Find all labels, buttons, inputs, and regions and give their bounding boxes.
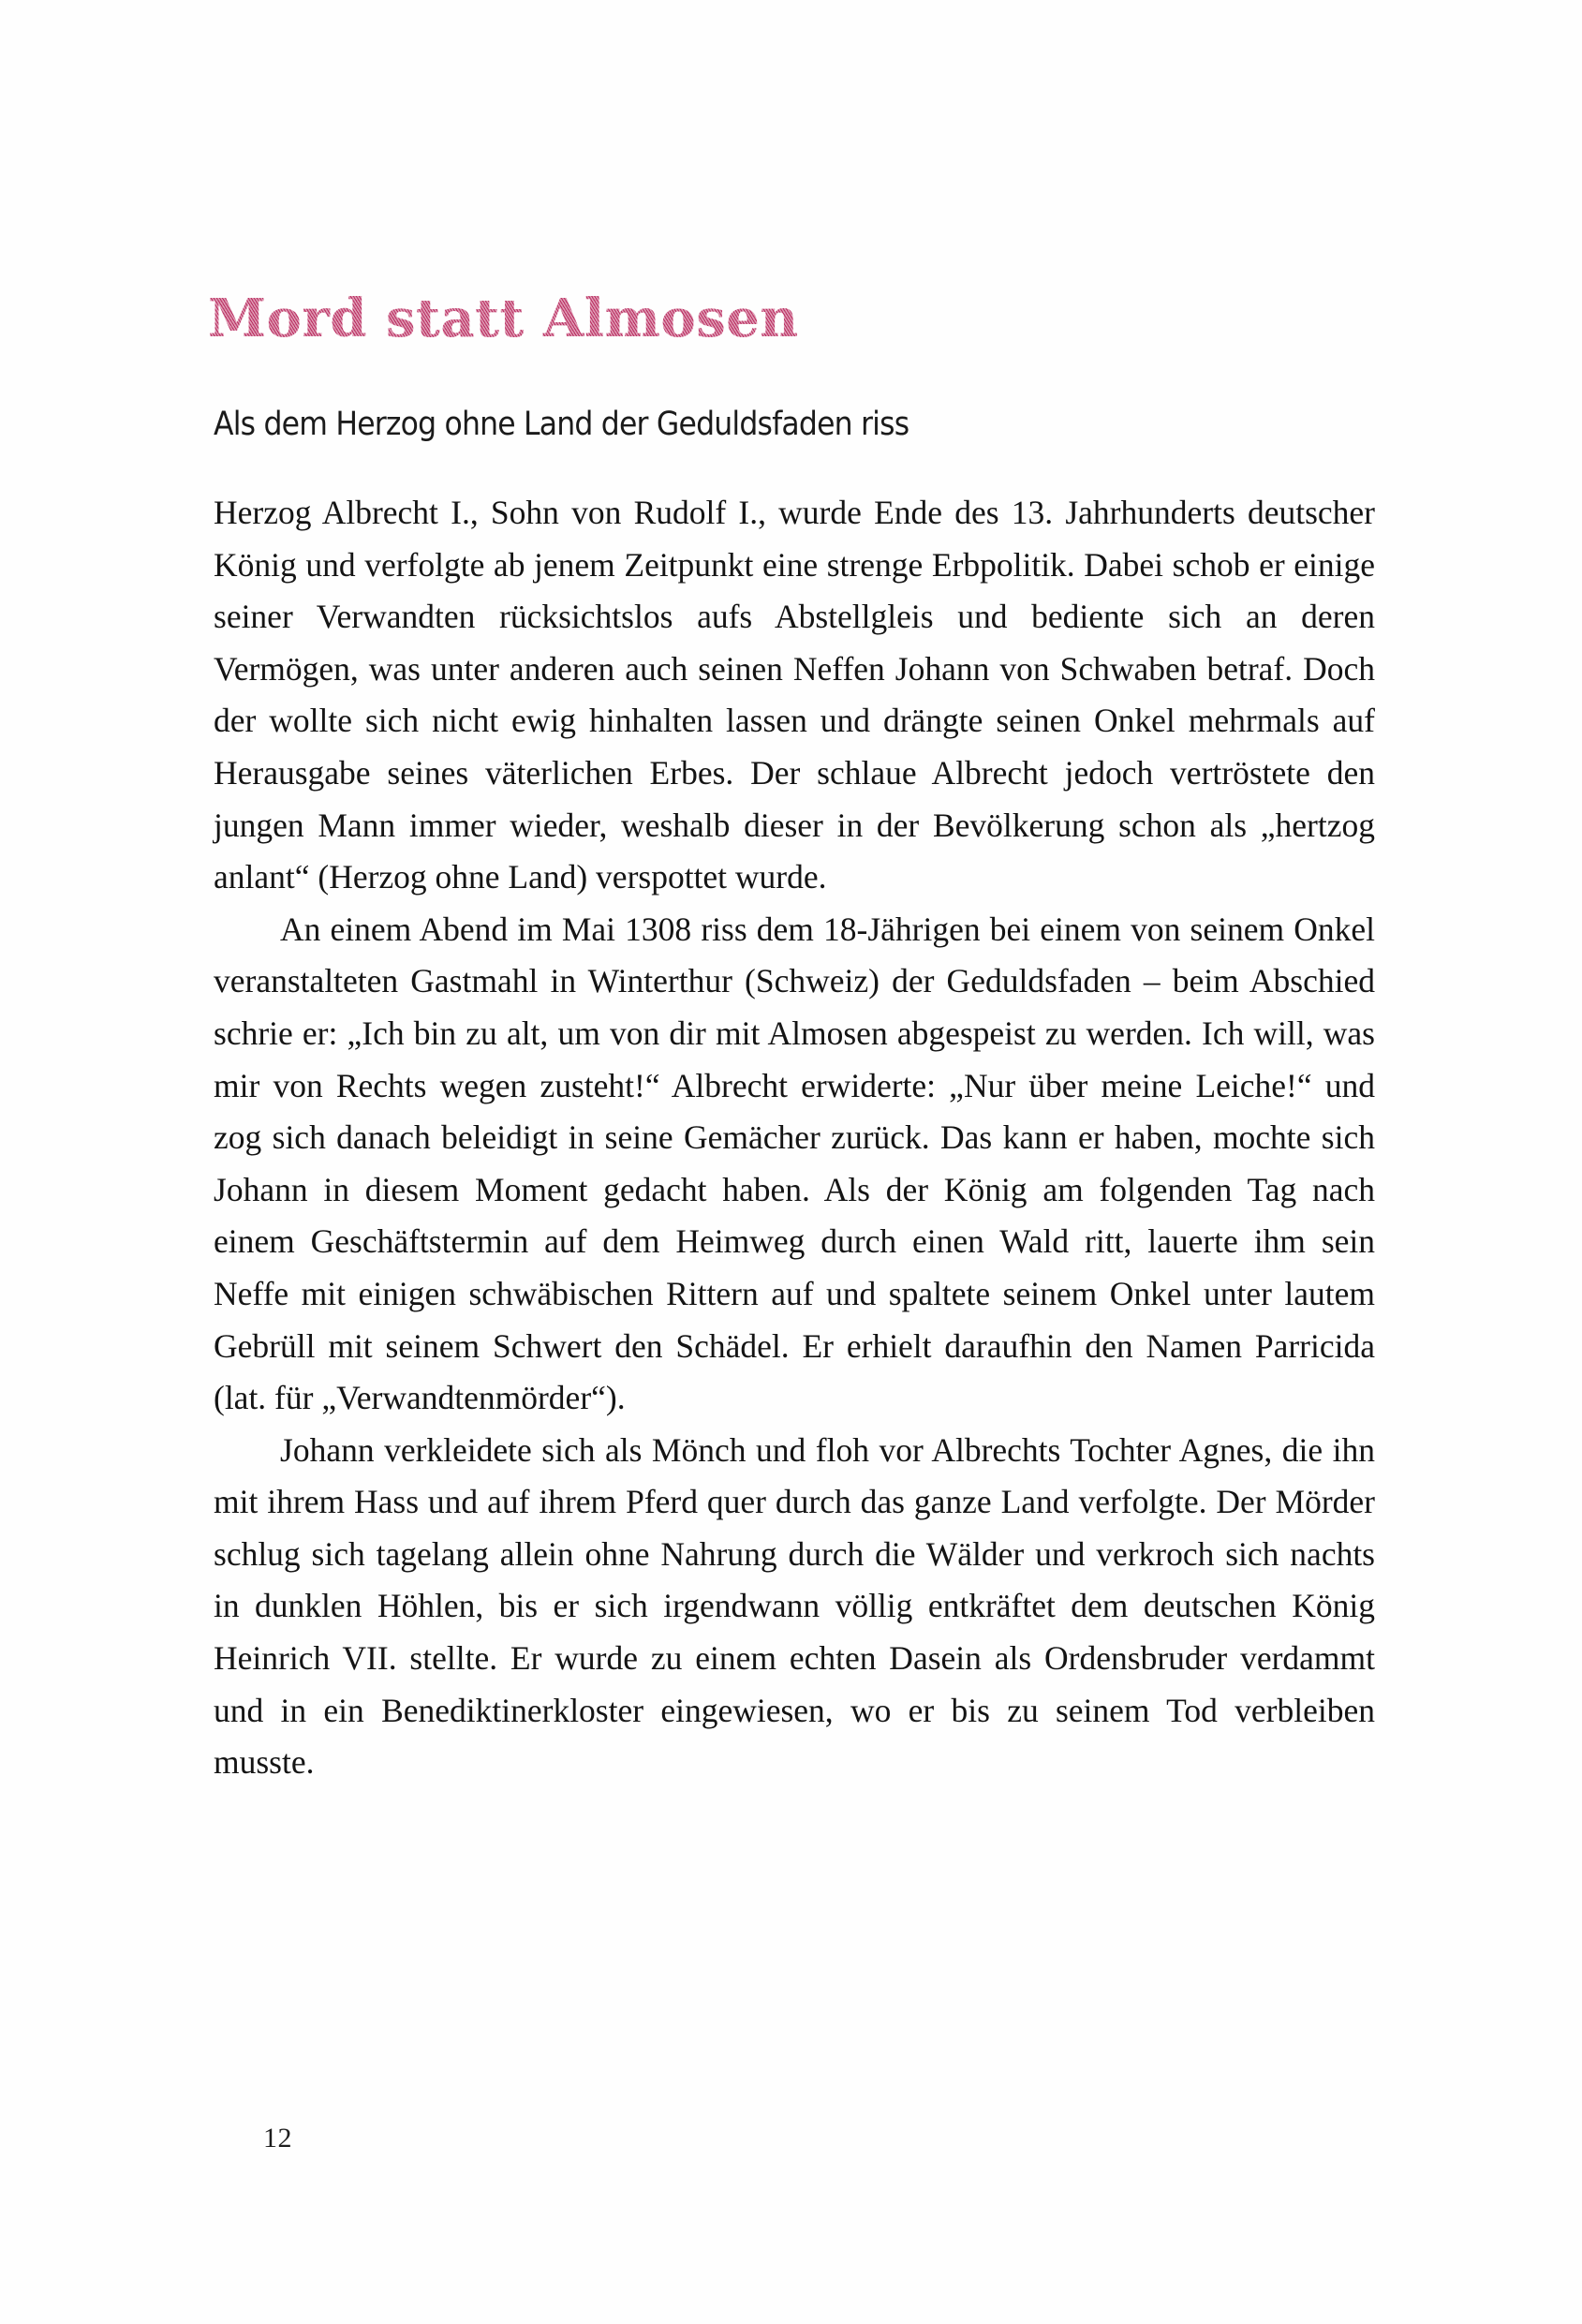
paragraph: Herzog Albrecht I., Sohn von Rudolf I., wurde Ende des 13. Jahrhunderts deutscher König und verfolgte ab jenem Zeitpunkt eine strenge Erbpolitik. Dabei schob er einige seiner Verwandten rücksichtslos aufs Abstellgleis und bediente sich an deren Vermögen, was unter anderen auch seinen Neffen Johann von Schwaben betraf. Doch der wollte sich nicht ewig hinhalten lassen und drängte seinen Onkel mehrmals auf Herausgabe seines väterlichen Erbes. Der schlaue Albrecht jedoch vertröstete den jungen Mann immer wieder, weshalb dieser in der Bevölkerung schon als „hertzog anlant“ (Herzog ohne Land) verspottet wurde. — [214, 494, 1375, 896]
page-number: 12 — [263, 2123, 292, 2154]
paragraph: Johann verkleidete sich als Mönch und floh vor Albrechts Tochter Agnes, die ihn mit ihrem Hass und auf ihrem Pferd quer durch das ganze Land verfolgte. Der Mörder schlug sich tagelang allein ohne Nahrung durch die Wälder und verkroch sich nachts in dunklen Höhlen, bis er sich irgendwann völlig entkräftet dem deutschen König Heinrich VII. stellte. Er wurde zu einem echten Dasein als Ordensbruder verdammt und in ein Benediktinerkloster eingewiesen, wo er bis zu seinem Tod verbleiben musste. — [214, 1430, 1375, 1782]
chapter-title: Mord statt Almosen Mord statt Almosen — [208, 292, 799, 345]
body-text — [214, 487, 1375, 1789]
chapter-subtitle: Als dem Herzog ohne Land der Geduldsfaden riss — [214, 406, 909, 444]
paragraph: An einem Abend im Mai 1308 riss dem 18-Jährigen bei einem von seinem Onkel veranstalteten Gastmahl in Winterthur (Schweiz) der Geduldsfaden – beim Abschied schrie er: „Ich bin zu alt, um von dir mit Almosen abgespeist zu werden. Ich will, was mir von Rechts wegen zusteht!“ Albrecht erwiderte: „Nur über meine Leiche!“ und zog sich danach beleidigt in seine Gemächer zurück. Das kann er haben, mochte sich Johann in diesem Moment gedacht haben. Als der König am folgenden Tag nach einem Geschäftstermin auf dem Heimweg durch einen Wald ritt, lauerte ihm sein Neffe mit einigen schwäbischen Rittern auf und spaltete seinem Onkel unter lautem Gebrüll mit seinem Schwert den Schädel. Er erhielt daraufhin den Namen Parricida (lat. für „Verwandtenmörder“). — [214, 910, 1375, 1417]
